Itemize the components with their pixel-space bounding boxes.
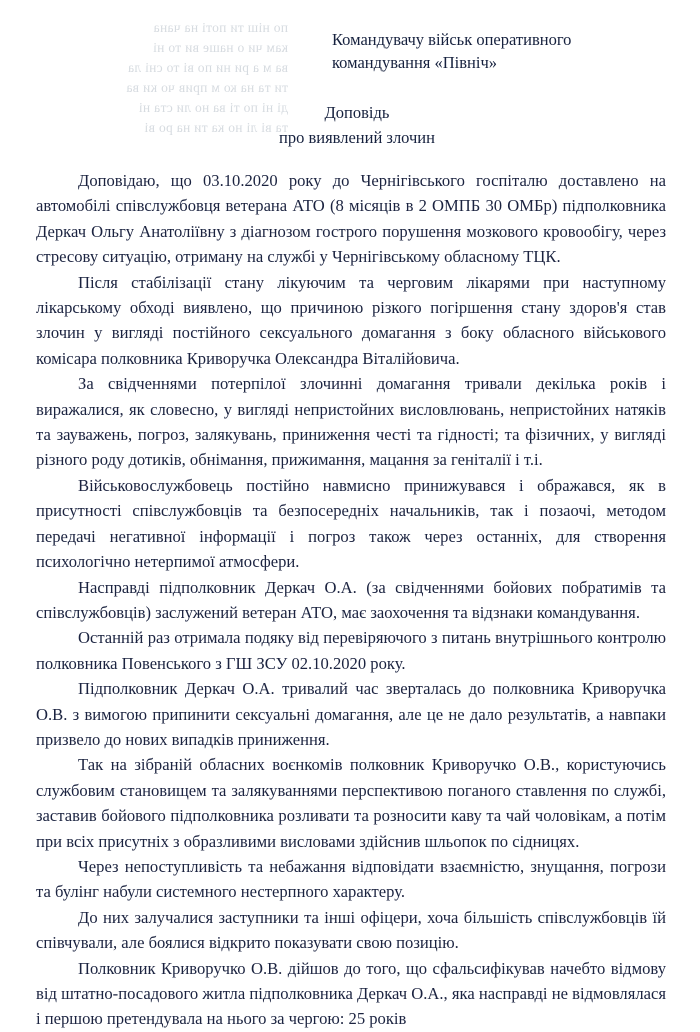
body-paragraph: Полковник Криворучко О.В. дійшов до того, що сфальсифікував начебто відмову від штатно-посадового житла підполковника Деркач О.А., яка насправді не відмовлялася і першою претендувала на нього за чергою: 25 років — [36, 958, 666, 1029]
bleed-line: та ві лі но ка ти на ро ві — [144, 120, 288, 135]
body-paragraph: До них залучалися заступники та інші офіцери, хоча більшість співслужбовців їй співчували, але боялися відкрито показувати свою позицію. — [36, 907, 666, 953]
bleed-line: кам чи о наше ви то ні — [152, 40, 288, 55]
body-paragraph: Через непоступливість та небажання відповідати взаємністю, знущання, погрози та булінг набули системного нестерпного характеру. — [36, 856, 666, 902]
body-paragraph: Доповідаю, що 03.10.2020 року до Чернігівського госпіталю доставлено на автомобілі співслужбовця ветерана АТО (8 місяців в 2 ОМПБ 30 ОМБр) підполковника Деркач Ольгу Анатоліївну з діагнозом гострого порушення мозкового кровообігу, через стресову ситуацію, отриману на службі у Чернігівському обласному ТЦК. — [36, 171, 666, 267]
body-paragraph: Останній раз отримала подяку від перевіряючого з питань внутрішнього контролю полковника Повенського з ГШ ЗСУ 02.10.2020 року. — [36, 628, 666, 673]
addressee-line-1: Командувачу військ оперативного — [332, 30, 572, 49]
body-paragraph: Підполковник Деркач О.А. тривалий час зверталась до полковника Криворучка О.В. з вимогою припинити сексуальні домагання, але це не дало результатів, а навпаки призвело до нових випадків приниження. — [36, 679, 666, 749]
bleed-line: ти та на ко м прив чо ки ва — [126, 80, 288, 95]
document-title-block — [36, 100, 678, 150]
body-paragraph: Військовослужбовець постійно навмисно принижувався і ображався, як в присутності співслужбовців та безпосередніх начальників, так і позаочі, методом передачі негативної інформації і погроз також через останніх, для створення психологічно нетерпимої атмосфери. — [36, 475, 666, 572]
body-paragraph: Насправді підполковник Деркач О.А. (за свідченнями бойових побратимів та співслужбовців) заслужений ветеран АТО, має заохочення та відзнаки командування. — [36, 577, 666, 622]
bleed-line: ва м а ри ни по ві то сні ла — [127, 60, 288, 75]
bleed-line: по ніш ти поті на чана — [153, 20, 288, 35]
document-subtitle: про виявлений злочин — [279, 128, 435, 147]
bleed-line: ді ні по ті ва но ли ста ні — [138, 100, 288, 115]
body-paragraph: За свідченнями потерпілої злочинні домагання тривали декілька років і виражалися, як словесно, у вигляді непристойних висловлювань, непристойних натяків та зауважень, погроз, залякувань, приниження честі та гідності; та фізичних, у вигляді різного роду дотиків, обнімання, прижимання, мацання за геніталії і т.і. — [36, 374, 666, 470]
document-body — [36, 168, 678, 1032]
addressee-block — [332, 28, 632, 74]
document-title: Доповідь — [324, 103, 390, 122]
body-paragraph: Так на зібраній обласних воєнкомів полковник Криворучко О.В., користуючись службовим становищем та залякуваннями перспективою поганого ставлення по службі, заставив бойового підполковника розливати та розносити каву та чай чоловікам, а потім при всіх присутніх з образливими висловами здійснив шльопок по сідницях. — [36, 755, 666, 851]
body-paragraph: Після стабілізації стану лікуючим та черговим лікарями при наступному лікарському обході виявлено, що причиною різкого погіршення стану здоров'я став злочин у вигляді постійного сексуального домагання з боку обласного військового комісара полковника Криворучка Олександра Віталійовича. — [36, 272, 666, 368]
addressee-line-2: командування «Північ» — [332, 53, 498, 72]
